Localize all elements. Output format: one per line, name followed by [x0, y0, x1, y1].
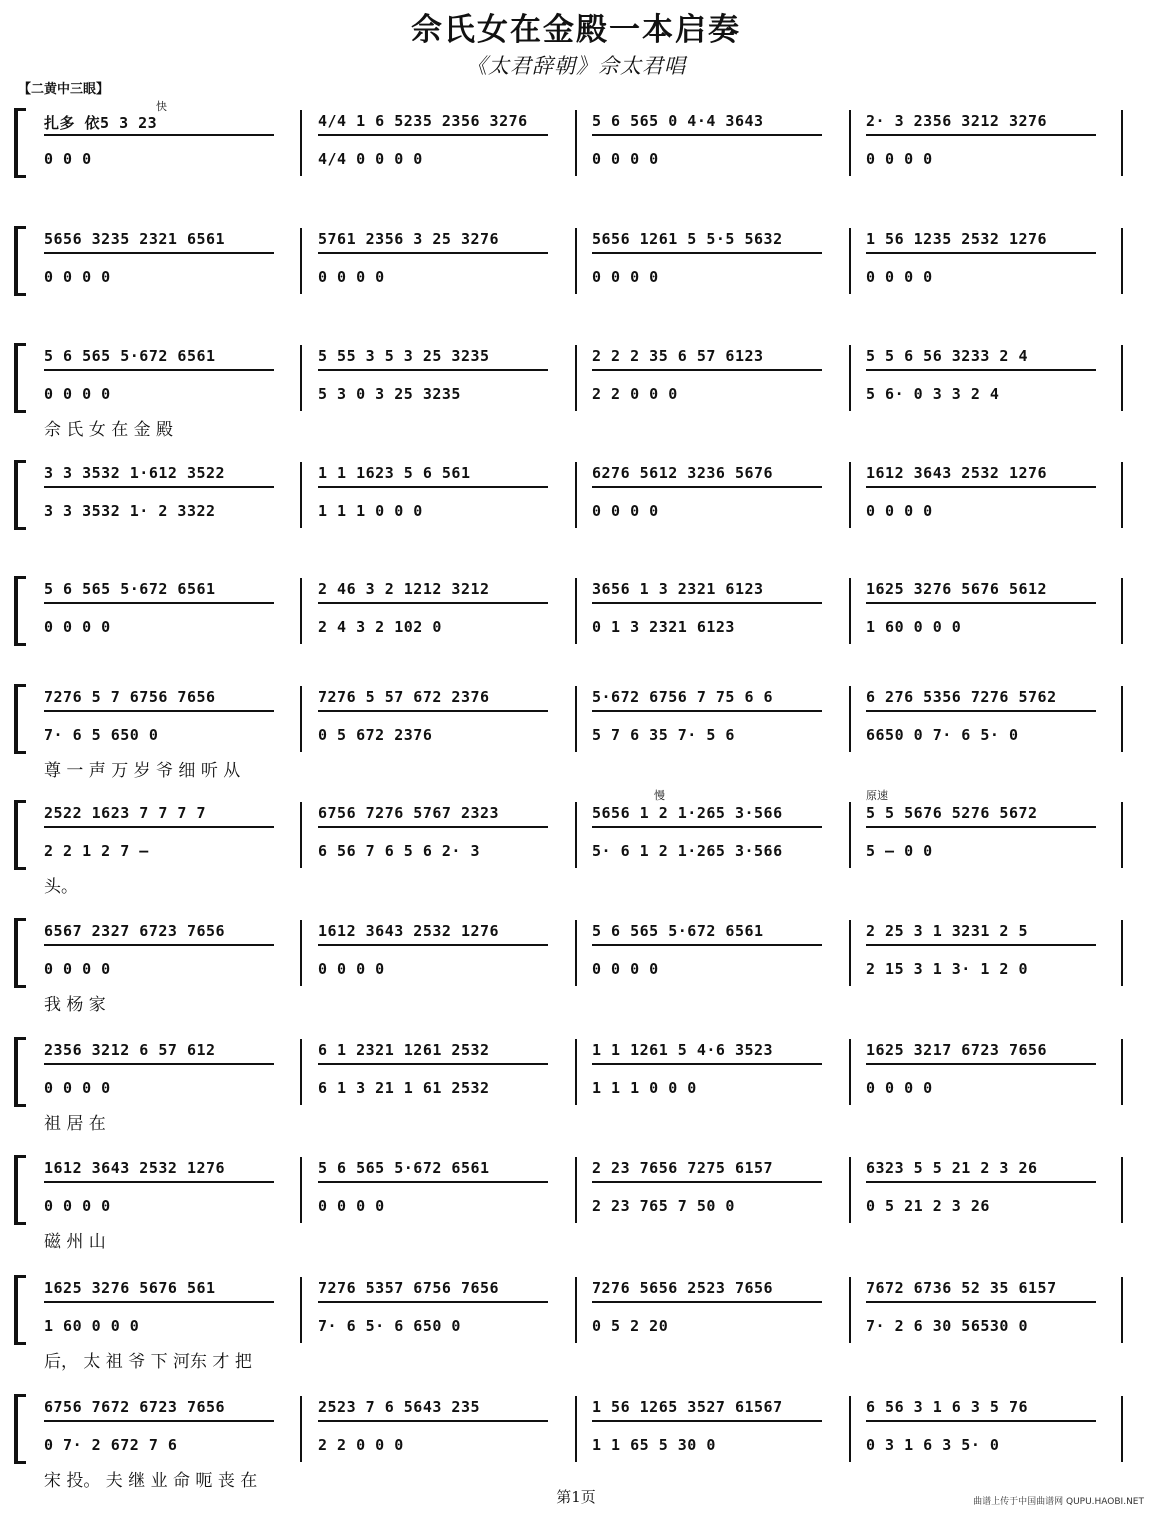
measure-top-line: 1 1 1261 5 4·6 3523: [592, 1041, 774, 1059]
measure-top-line: 3 3 3532 1·612 3522: [44, 464, 226, 482]
measure-top-line: 5 6 565 5·672 6561: [318, 1159, 490, 1177]
bracket-top: [14, 1394, 26, 1397]
bracket-bottom: [14, 643, 26, 646]
rhythm-underline: [866, 369, 1096, 371]
bracket-bottom: [14, 985, 26, 988]
barline: [849, 1039, 851, 1105]
rhythm-underline: [44, 1063, 274, 1065]
measure-top-line: 6567 2327 6723 7656: [44, 922, 226, 940]
lyrics-line: 尊 一 声 万 岁 爷 细 听 从: [44, 761, 241, 781]
barline: [300, 462, 302, 528]
measure-bottom-line: 5 — 0 0: [866, 842, 933, 860]
bracket-bottom: [14, 1461, 26, 1464]
watermark: 曲谱上传于中国曲谱网 QUPU.HAOBI.NET: [973, 1497, 1144, 1507]
barline: [300, 1396, 302, 1462]
measure-top-line: 2356 3212 6 57 612: [44, 1041, 216, 1059]
bracket-top: [14, 108, 26, 111]
barline: [849, 686, 851, 752]
barline: [1121, 920, 1123, 986]
measure-top-line: 7276 5 57 672 2376: [318, 688, 490, 706]
measure-top-line: 2 46 3 2 1212 3212: [318, 580, 490, 598]
rhythm-underline: [866, 252, 1096, 254]
measure-top-line: 1 1 1623 5 6 561: [318, 464, 471, 482]
measure-bottom-line: 1 1 1 0 0 0: [592, 1079, 697, 1097]
tempo-mark-fast: 快: [156, 100, 167, 113]
rhythm-underline: [592, 369, 822, 371]
rhythm-underline: [592, 944, 822, 946]
bracket-bottom: [14, 1222, 26, 1225]
measure-bottom-line: 5 7 6 35 7· 5 6: [592, 726, 735, 744]
barline: [1121, 686, 1123, 752]
measure-top-line: 2522 1623 7 7 7 7: [44, 804, 207, 822]
barline: [849, 462, 851, 528]
rhythm-underline: [44, 369, 274, 371]
bracket-bottom: [14, 1342, 26, 1345]
system-bracket: [14, 1394, 18, 1464]
measure-bottom-line: 0 0 0 0: [318, 1197, 385, 1215]
rhythm-underline: [866, 1420, 1096, 1422]
barline: [849, 1277, 851, 1343]
measure-bottom-line: 0 0 0 0: [592, 268, 659, 286]
barline: [575, 345, 577, 411]
barline: [300, 110, 302, 176]
measure-bottom-line: 0 0 0 0: [44, 1197, 111, 1215]
measure-bottom-line: 2 15 3 1 3· 1 2 0: [866, 960, 1029, 978]
measure-top-line: 2 25 3 1 3231 2 5: [866, 922, 1029, 940]
measure-top-line: 5 6 565 0 4·4 3643: [592, 112, 764, 130]
rhythm-underline: [318, 826, 548, 828]
measure-top-line: 1612 3643 2532 1276: [318, 922, 500, 940]
measure-bottom-line: 0 1 3 2321 6123: [592, 618, 735, 636]
measure-top-line: 7672 6736 52 35 6157: [866, 1279, 1057, 1297]
measure-top-line: 1 56 1235 2532 1276: [866, 230, 1048, 248]
rhythm-underline: [44, 710, 274, 712]
measure-bottom-line: 0 0 0 0: [44, 268, 111, 286]
measure-top-line: 6756 7672 6723 7656: [44, 1398, 226, 1416]
rhythm-underline: [318, 369, 548, 371]
measure-top-line: 2 23 7656 7275 6157: [592, 1159, 774, 1177]
measure-top-line: 6 276 5356 7276 5762: [866, 688, 1057, 706]
measure-bottom-line: 1 1 1 0 0 0: [318, 502, 423, 520]
barline: [300, 345, 302, 411]
measure-top-line: 5656 1261 5 5·5 5632: [592, 230, 783, 248]
rhythm-underline: [592, 1181, 822, 1183]
measure-bottom-line: 2 2 1 2 7 —: [44, 842, 149, 860]
measure-top-line: 5 5 5676 5276 5672: [866, 804, 1038, 822]
measure-bottom-line: 2 4 3 2 102 0: [318, 618, 442, 636]
measure-bottom-line: 2 2 0 0 0: [592, 385, 678, 403]
system-bracket: [14, 1275, 18, 1345]
rhythm-underline: [318, 1063, 548, 1065]
measure-bottom-line: 7· 6 5 650 0: [44, 726, 159, 744]
measure-bottom-line: 0 7· 2 672 7 6: [44, 1436, 178, 1454]
bracket-bottom: [14, 293, 26, 296]
barline: [575, 1277, 577, 1343]
measure-bottom-line: 0 0 0 0: [318, 268, 385, 286]
measure-bottom-line: 5 3 0 3 25 3235: [318, 385, 461, 403]
rhythm-underline: [866, 602, 1096, 604]
barline: [1121, 1277, 1123, 1343]
lyrics-line: 磁 州 山: [44, 1232, 106, 1252]
rhythm-underline: [592, 826, 822, 828]
measure-bottom-line: 6 56 7 6 5 6 2· 3: [318, 842, 481, 860]
rhythm-underline: [44, 1301, 274, 1303]
rhythm-underline: [866, 1181, 1096, 1183]
bracket-top: [14, 460, 26, 463]
rhythm-underline: [318, 710, 548, 712]
system-bracket: [14, 800, 18, 870]
bracket-top: [14, 918, 26, 921]
measure-top-line: 1625 3217 6723 7656: [866, 1041, 1048, 1059]
measure-bottom-line: 0 5 2 20: [592, 1317, 669, 1335]
bracket-top: [14, 684, 26, 687]
measure-top-line: 2· 3 2356 3212 3276: [866, 112, 1048, 130]
measure-top-line: 4/4 1 6 5235 2356 3276: [318, 112, 528, 130]
measure-bottom-line: 2 23 765 7 50 0: [592, 1197, 735, 1215]
measure-top-line: 2523 7 6 5643 235: [318, 1398, 481, 1416]
barline: [300, 578, 302, 644]
measure-bottom-line: 0 5 21 2 3 26: [866, 1197, 990, 1215]
rhythm-underline: [44, 1420, 274, 1422]
barline: [300, 1277, 302, 1343]
rhythm-underline: [318, 602, 548, 604]
barline: [575, 686, 577, 752]
bracket-top: [14, 576, 26, 579]
measure-bottom-line: 0 0 0 0: [44, 618, 111, 636]
measure-top-line: 7276 5357 6756 7656: [318, 1279, 500, 1297]
rhythm-underline: [592, 134, 822, 136]
measure-bottom-line: 0 0 0 0: [866, 502, 933, 520]
measure-bottom-line: 2 2 0 0 0: [318, 1436, 404, 1454]
measure-bottom-line: 0 0 0 0: [592, 150, 659, 168]
barline: [1121, 1039, 1123, 1105]
measure-top-line: 6756 7276 5767 2323: [318, 804, 500, 822]
rhythm-underline: [318, 944, 548, 946]
bracket-top: [14, 800, 26, 803]
measure-bottom-line: 7· 2 6 30 56530 0: [866, 1317, 1029, 1335]
measure-bottom-line: 1 60 0 0 0: [44, 1317, 140, 1335]
rhythm-underline: [592, 1301, 822, 1303]
tempo-mark-slow: 慢: [654, 789, 665, 802]
barline: [575, 228, 577, 294]
rhythm-underline: [866, 1063, 1096, 1065]
barline: [1121, 1396, 1123, 1462]
barline: [849, 578, 851, 644]
lyrics-line: 祖 居 在: [44, 1114, 106, 1134]
measure-bottom-line: 1 1 65 5 30 0: [592, 1436, 716, 1454]
measure-bottom-line: 0 0 0 0: [866, 268, 933, 286]
measure-bottom-line: 0 0 0 0: [866, 1079, 933, 1097]
measure-top-line: 1612 3643 2532 1276: [44, 1159, 226, 1177]
rhythm-underline: [44, 252, 274, 254]
barline: [300, 802, 302, 868]
barline: [575, 1039, 577, 1105]
rhythm-underline: [318, 486, 548, 488]
measure-bottom-line: 3 3 3532 1· 2 3322: [44, 502, 216, 520]
mode-marking: 【二黄中三眼】: [18, 82, 110, 97]
barline: [849, 345, 851, 411]
barline: [300, 686, 302, 752]
lyrics-line: 我 杨 家: [44, 995, 106, 1015]
bracket-top: [14, 226, 26, 229]
barline: [575, 920, 577, 986]
system-bracket: [14, 684, 18, 754]
barline: [849, 228, 851, 294]
barline: [1121, 462, 1123, 528]
measure-top-line: 6276 5612 3236 5676: [592, 464, 774, 482]
measure-top-line: 3656 1 3 2321 6123: [592, 580, 764, 598]
measure-top-line: 扎多 依5 3 23: [44, 114, 158, 132]
rhythm-underline: [866, 134, 1096, 136]
rhythm-underline: [318, 1301, 548, 1303]
barline: [575, 802, 577, 868]
bracket-top: [14, 343, 26, 346]
barline: [300, 228, 302, 294]
barline: [575, 462, 577, 528]
barline: [849, 802, 851, 868]
measure-top-line: 6323 5 5 21 2 3 26: [866, 1159, 1038, 1177]
barline: [849, 1396, 851, 1462]
measure-bottom-line: 0 0 0 0: [44, 1079, 111, 1097]
bracket-bottom: [14, 175, 26, 178]
system-bracket: [14, 576, 18, 646]
lyrics-line: 佘 氏 女 在 金 殿: [44, 420, 174, 440]
bracket-top: [14, 1037, 26, 1040]
system-bracket: [14, 108, 18, 178]
system-bracket: [14, 1037, 18, 1107]
barline: [1121, 578, 1123, 644]
rhythm-underline: [44, 1181, 274, 1183]
bracket-bottom: [14, 410, 26, 413]
barline: [1121, 228, 1123, 294]
rhythm-underline: [44, 134, 274, 136]
measure-bottom-line: 0 3 1 6 3 5· 0: [866, 1436, 1000, 1454]
system-bracket: [14, 343, 18, 413]
measure-bottom-line: 0 0 0 0: [44, 385, 111, 403]
barline: [1121, 345, 1123, 411]
barline: [300, 920, 302, 986]
measure-top-line: 5761 2356 3 25 3276: [318, 230, 500, 248]
rhythm-underline: [592, 1063, 822, 1065]
measure-bottom-line: 4/4 0 0 0 0: [318, 150, 423, 168]
rhythm-underline: [318, 1420, 548, 1422]
rhythm-underline: [44, 826, 274, 828]
bracket-bottom: [14, 867, 26, 870]
rhythm-underline: [318, 252, 548, 254]
measure-top-line: 1625 3276 5676 5612: [866, 580, 1048, 598]
rhythm-underline: [866, 826, 1096, 828]
measure-bottom-line: 0 0 0 0: [44, 960, 111, 978]
lyrics-line: 头。: [44, 877, 78, 897]
measure-top-line: 7276 5656 2523 7656: [592, 1279, 774, 1297]
system-bracket: [14, 1155, 18, 1225]
measure-top-line: 6 56 3 1 6 3 5 76: [866, 1398, 1029, 1416]
system-bracket: [14, 918, 18, 988]
measure-top-line: 7276 5 7 6756 7656: [44, 688, 216, 706]
rhythm-underline: [866, 486, 1096, 488]
measure-top-line: 5 6 565 5·672 6561: [44, 580, 216, 598]
rhythm-underline: [318, 134, 548, 136]
measure-top-line: 5656 3235 2321 6561: [44, 230, 226, 248]
rhythm-underline: [44, 944, 274, 946]
measure-top-line: 5 55 3 5 3 25 3235: [318, 347, 490, 365]
measure-bottom-line: 0 0 0: [44, 150, 92, 168]
page-number: 第1页: [556, 1488, 596, 1506]
measure-top-line: 1612 3643 2532 1276: [866, 464, 1048, 482]
measure-top-line: 5656 1 2 1·265 3·566: [592, 804, 783, 822]
bracket-bottom: [14, 751, 26, 754]
measure-bottom-line: 7· 6 5· 6 650 0: [318, 1317, 461, 1335]
measure-top-line: 5 6 565 5·672 6561: [44, 347, 216, 365]
rhythm-underline: [592, 252, 822, 254]
rhythm-underline: [592, 486, 822, 488]
barline: [575, 110, 577, 176]
barline: [849, 920, 851, 986]
rhythm-underline: [592, 710, 822, 712]
measure-bottom-line: 0 0 0 0: [592, 960, 659, 978]
measure-bottom-line: 5 6· 0 3 3 2 4: [866, 385, 1000, 403]
measure-top-line: 5 6 565 5·672 6561: [592, 922, 764, 940]
measure-bottom-line: 0 0 0 0: [866, 150, 933, 168]
measure-bottom-line: 0 5 672 2376: [318, 726, 433, 744]
measure-top-line: 2 2 2 35 6 57 6123: [592, 347, 764, 365]
barline: [575, 1157, 577, 1223]
lyrics-line: 后， 太 祖 爷 下 河东 才 把: [44, 1352, 252, 1372]
bracket-bottom: [14, 527, 26, 530]
rhythm-underline: [866, 710, 1096, 712]
page-title: 佘氏女在金殿一本启奏: [411, 12, 741, 48]
measure-top-line: 5·672 6756 7 75 6 6: [592, 688, 774, 706]
barline: [849, 110, 851, 176]
rhythm-underline: [866, 1301, 1096, 1303]
measure-bottom-line: 6 1 3 21 1 61 2532: [318, 1079, 490, 1097]
barline: [1121, 1157, 1123, 1223]
barline: [575, 578, 577, 644]
barline: [300, 1157, 302, 1223]
measure-top-line: 1 56 1265 3527 61567: [592, 1398, 783, 1416]
barline: [300, 1039, 302, 1105]
rhythm-underline: [44, 486, 274, 488]
barline: [575, 1396, 577, 1462]
measure-bottom-line: 6650 0 7· 6 5· 0: [866, 726, 1019, 744]
system-bracket: [14, 226, 18, 296]
lyrics-line: 宋 投。 夫 继 业 命 呃 丧 在: [44, 1471, 258, 1491]
measure-bottom-line: 5· 6 1 2 1·265 3·566: [592, 842, 783, 860]
bracket-bottom: [14, 1104, 26, 1107]
measure-top-line: 6 1 2321 1261 2532: [318, 1041, 490, 1059]
barline: [1121, 802, 1123, 868]
bracket-top: [14, 1155, 26, 1158]
measure-top-line: 5 5 6 56 3233 2 4: [866, 347, 1029, 365]
barline: [849, 1157, 851, 1223]
rhythm-underline: [592, 602, 822, 604]
rhythm-underline: [592, 1420, 822, 1422]
measure-bottom-line: 0 0 0 0: [318, 960, 385, 978]
measure-bottom-line: 1 60 0 0 0: [866, 618, 962, 636]
bracket-top: [14, 1275, 26, 1278]
barline: [1121, 110, 1123, 176]
rhythm-underline: [866, 944, 1096, 946]
measure-top-line: 1625 3276 5676 561: [44, 1279, 216, 1297]
system-bracket: [14, 460, 18, 530]
measure-bottom-line: 0 0 0 0: [592, 502, 659, 520]
page-subtitle: 《太君辞朝》佘太君唱: [466, 54, 686, 78]
tempo-mark-original: 原速: [866, 789, 888, 802]
rhythm-underline: [318, 1181, 548, 1183]
rhythm-underline: [44, 602, 274, 604]
